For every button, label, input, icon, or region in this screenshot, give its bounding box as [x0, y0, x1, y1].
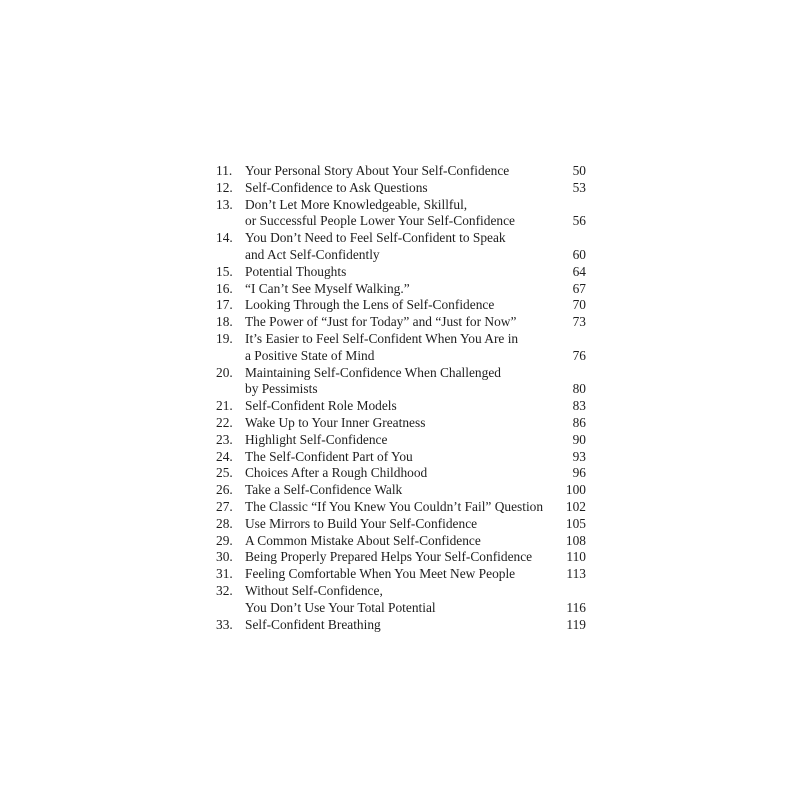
- toc-entry: [216, 398, 586, 415]
- toc-entry: [216, 163, 586, 180]
- toc-entry-line: [216, 415, 586, 432]
- toc-entry-page-number: 67: [572, 280, 586, 296]
- toc-entry-line: [216, 381, 586, 398]
- toc-entry-number: 16.: [216, 280, 233, 296]
- toc-entry-number: 24.: [216, 448, 233, 464]
- toc-entry-title: The Classic “If You Knew You Couldn’t Fail” Question: [245, 498, 544, 514]
- toc-entry: [216, 180, 586, 197]
- toc-entry-title: a Positive State of Mind: [245, 347, 375, 363]
- toc-entry: [216, 432, 586, 449]
- toc-entry: [216, 482, 586, 499]
- toc-entry-page-number: 70: [572, 297, 586, 313]
- toc-entry: [216, 533, 586, 550]
- toc-entry-line: [216, 432, 586, 449]
- toc-entry-title: You Don’t Use Your Total Potential: [245, 599, 436, 615]
- toc-entry-number: 33.: [216, 616, 233, 632]
- toc-entry-page-number: 105: [565, 515, 586, 531]
- toc-entry-title: “I Can’t See Myself Walking.”: [245, 280, 410, 296]
- toc-entry-page-number: 56: [572, 213, 586, 229]
- toc-entry-title: You Don’t Need to Feel Self-Confident to Speak: [245, 230, 506, 246]
- toc-entry-number: 25.: [216, 465, 233, 481]
- toc-entry: [216, 449, 586, 466]
- toc-entry-number: 20.: [216, 364, 233, 380]
- toc-entry-line: [216, 180, 586, 197]
- toc-entry-page-number: 76: [572, 347, 586, 363]
- toc-entry-line: [216, 499, 586, 516]
- toc-entry-title: Take a Self-Confidence Walk: [245, 482, 403, 498]
- toc-entry: [216, 230, 586, 264]
- toc-entry-page-number: 113: [566, 566, 586, 582]
- toc-entry-title: Your Personal Story About Your Self-Confidence: [245, 163, 510, 178]
- toc-entry-line: [216, 230, 586, 247]
- toc-entry: [216, 365, 586, 399]
- toc-entry-line: [216, 297, 586, 314]
- toc-entry-page-number: 119: [566, 616, 586, 632]
- toc-entry-title: Highlight Self-Confidence: [245, 431, 388, 447]
- toc-entry: [216, 314, 586, 331]
- toc-entry: [216, 415, 586, 432]
- toc-entry-title: and Act Self-Confidently: [245, 246, 380, 262]
- toc-entry: [216, 516, 586, 533]
- toc-entry-title: A Common Mistake About Self-Confidence: [245, 532, 481, 548]
- toc-entry: [216, 197, 586, 231]
- toc-entry-title: It’s Easier to Feel Self-Confident When You Are in: [245, 330, 519, 346]
- toc-entry-line: [216, 533, 586, 550]
- toc-entry-line: [216, 365, 586, 382]
- toc-entry-page-number: 86: [572, 414, 586, 430]
- toc-entry-number: 29.: [216, 532, 233, 548]
- toc-entry-page-number: 96: [572, 465, 586, 481]
- toc-entry-title: by Pessimists: [245, 381, 318, 397]
- toc-entry-line: [216, 600, 586, 617]
- toc-entry-title: The Power of “Just for Today” and “Just for Now”: [245, 314, 517, 330]
- toc-entry-number: 26.: [216, 482, 233, 498]
- toc-entry-number: 12.: [216, 179, 233, 195]
- toc-entry-line: [216, 549, 586, 566]
- toc-entry-title: Looking Through the Lens of Self-Confidence: [245, 297, 495, 313]
- toc-entry-page-number: 100: [565, 482, 586, 498]
- toc-entry: [216, 566, 586, 583]
- toc-entry-number: 28.: [216, 515, 233, 531]
- toc-entry-number: 11.: [216, 163, 233, 178]
- toc-entry-line: [216, 348, 586, 365]
- toc-entry-title: Potential Thoughts: [245, 263, 347, 279]
- toc-entry-number: 18.: [216, 314, 233, 330]
- toc-entry-line: [216, 163, 586, 180]
- toc-entry-line: [216, 264, 586, 281]
- toc-entry: [216, 549, 586, 566]
- toc-entry-number: 22.: [216, 414, 233, 430]
- toc-entry-number: 32.: [216, 582, 233, 598]
- toc-entry-page-number: 50: [572, 163, 586, 178]
- toc-entry-line: [216, 465, 586, 482]
- toc-entry-title: or Successful People Lower Your Self-Confidence: [245, 213, 515, 229]
- toc-entry-line: [216, 482, 586, 499]
- toc-entry-page-number: 93: [572, 448, 586, 464]
- toc-entry-number: 27.: [216, 498, 233, 514]
- toc-entry-number: 30.: [216, 549, 233, 565]
- toc-entry-number: 31.: [216, 566, 233, 582]
- toc-entry: [216, 297, 586, 314]
- toc-entry-line: [216, 566, 586, 583]
- toc-entry-number: 17.: [216, 297, 233, 313]
- toc-entry-number: 14.: [216, 230, 233, 246]
- toc-entry-number: 21.: [216, 398, 233, 414]
- toc-entry-line: [216, 583, 586, 600]
- toc-entry-line: [216, 213, 586, 230]
- toc-entry-page-number: 83: [572, 398, 586, 414]
- toc-entry-line: [216, 247, 586, 264]
- toc-entry-line: [216, 449, 586, 466]
- toc-entry-page-number: 116: [566, 599, 586, 615]
- toc-entry-title: Without Self-Confidence,: [245, 582, 383, 598]
- toc-entry-title: Being Properly Prepared Helps Your Self-Confidence: [245, 549, 533, 565]
- toc-entry: [216, 331, 586, 365]
- toc-entry-title: Wake Up to Your Inner Greatness: [245, 414, 426, 430]
- toc-entry-title: The Self-Confident Part of You: [245, 448, 413, 464]
- toc-entry-line: [216, 314, 586, 331]
- toc-entry: [216, 617, 586, 634]
- toc-entry-title: Self-Confidence to Ask Questions: [245, 179, 428, 195]
- toc-entry-title: Choices After a Rough Childhood: [245, 465, 428, 481]
- toc-entry-page-number: 73: [572, 314, 586, 330]
- toc-entry-title: Don’t Let More Knowledgeable, Skillful,: [245, 196, 468, 212]
- toc-entry-page-number: 108: [565, 532, 586, 548]
- toc-entry-number: 23.: [216, 431, 233, 447]
- toc-entry-title: Self-Confident Breathing: [245, 616, 381, 632]
- toc-entry: [216, 281, 586, 298]
- toc-entry: [216, 264, 586, 281]
- toc-entry-title: Maintaining Self-Confidence When Challenged: [245, 364, 501, 380]
- toc-entry-page-number: 110: [566, 549, 586, 565]
- toc-entry-page-number: 80: [572, 381, 586, 397]
- table-of-contents: [216, 163, 586, 633]
- toc-entry-line: [216, 398, 586, 415]
- toc-entry: [216, 499, 586, 516]
- toc-entry-line: [216, 331, 586, 348]
- toc-entry-page-number: 53: [572, 179, 586, 195]
- toc-entry-page-number: 90: [572, 431, 586, 447]
- toc-entry-page-number: 102: [565, 498, 586, 514]
- toc-entry: [216, 465, 586, 482]
- toc-entry-line: [216, 197, 586, 214]
- toc-entry: [216, 583, 586, 617]
- toc-entry-page-number: 64: [572, 263, 586, 279]
- toc-entry-page-number: 60: [572, 246, 586, 262]
- toc-entry-title: Feeling Comfortable When You Meet New People: [245, 566, 516, 582]
- toc-entry-line: [216, 516, 586, 533]
- toc-entry-number: 19.: [216, 330, 233, 346]
- toc-entry-title: Self-Confident Role Models: [245, 398, 397, 414]
- toc-entry-number: 13.: [216, 196, 233, 212]
- toc-entry-title: Use Mirrors to Build Your Self-Confidence: [245, 515, 478, 531]
- toc-entry-number: 15.: [216, 263, 233, 279]
- toc-entry-line: [216, 281, 586, 298]
- toc-entry-line: [216, 617, 586, 634]
